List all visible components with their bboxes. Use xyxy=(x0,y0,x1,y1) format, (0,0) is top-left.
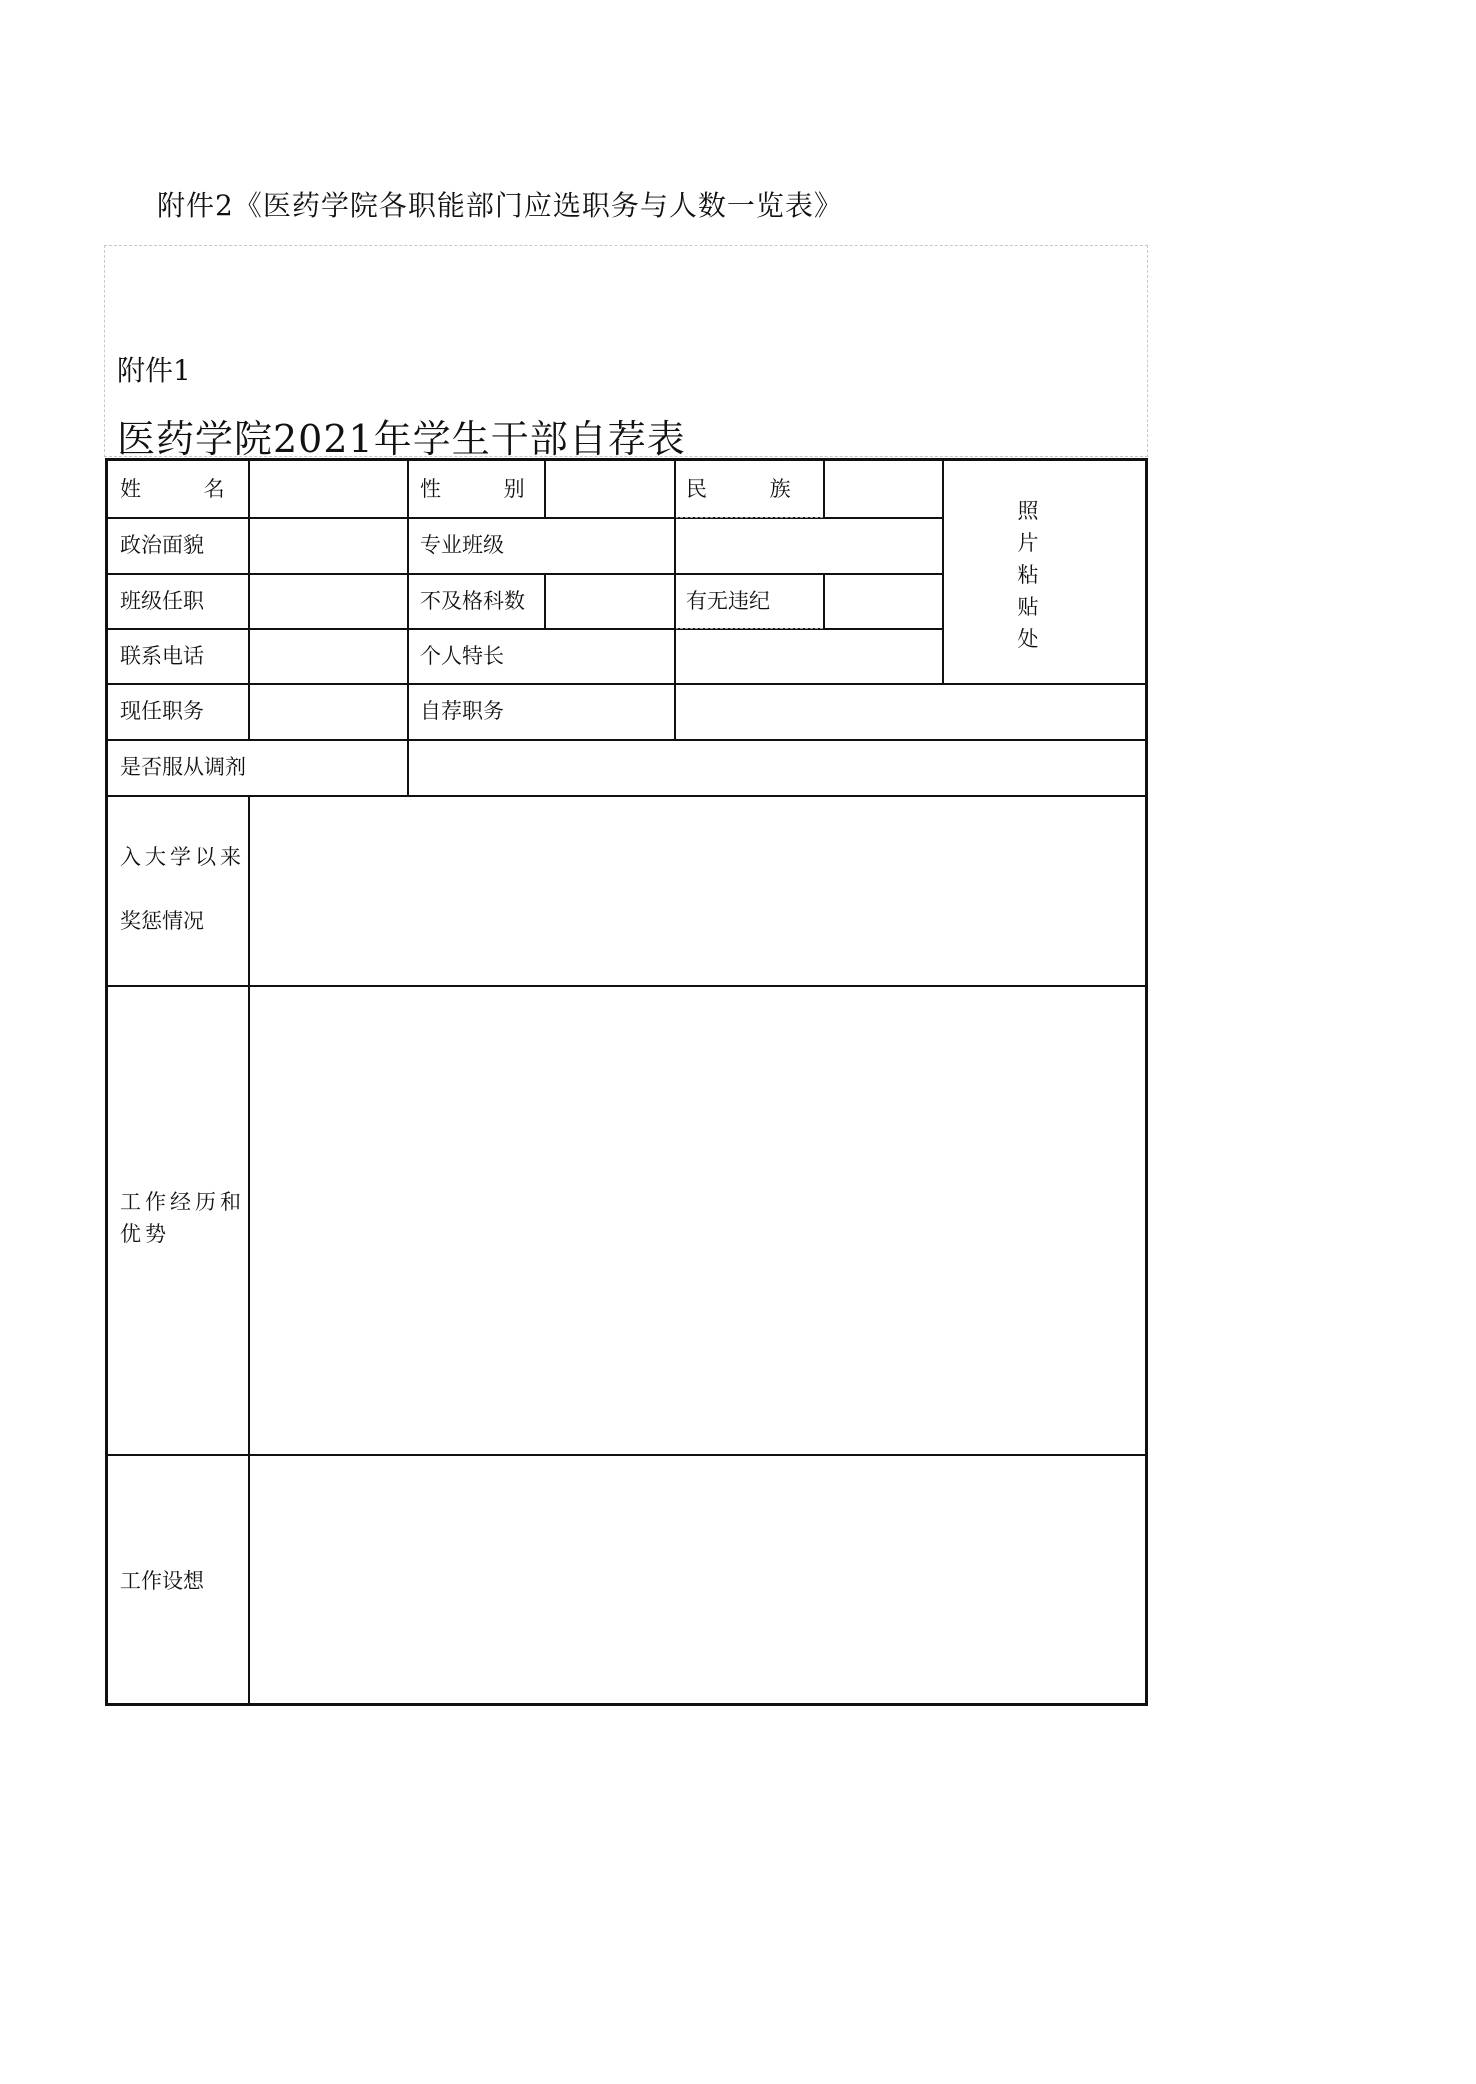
label-awards-line2: 奖惩情况 xyxy=(120,909,204,933)
major-class-field[interactable] xyxy=(676,517,942,573)
work-experience-field[interactable] xyxy=(250,987,1148,1454)
label-phone: 联系电话 xyxy=(120,644,204,668)
awards-field[interactable] xyxy=(250,797,1148,985)
class-position-field[interactable] xyxy=(250,573,407,628)
label-work-experience: 工作经历和优势 xyxy=(120,1190,245,1246)
discipline-record-field[interactable] xyxy=(825,573,942,628)
accept-adjustment-field[interactable] xyxy=(409,739,1148,795)
political-status-field[interactable] xyxy=(250,517,407,573)
annex-label: 附件1 xyxy=(117,354,191,387)
label-political-status: 政治面貌 xyxy=(120,533,204,557)
ethnicity-field[interactable] xyxy=(825,461,942,517)
current-position-field[interactable] xyxy=(250,683,407,739)
label-work-plan: 工作设想 xyxy=(120,1569,204,1593)
specialty-field[interactable] xyxy=(676,628,942,683)
label-class-position: 班级任职 xyxy=(120,589,204,613)
photo-area[interactable] xyxy=(944,461,1148,683)
label-awards-line1: 入大学以来 xyxy=(120,845,245,869)
label-discipline-record: 有无违纪 xyxy=(686,589,770,613)
form-title: 医药学院2021年学生干部自荐表 xyxy=(117,417,686,461)
applied-position-field[interactable] xyxy=(676,683,1148,739)
label-accept-adjustment: 是否服从调剂 xyxy=(120,755,246,779)
name-field[interactable] xyxy=(250,461,407,517)
label-current-position: 现任职务 xyxy=(120,699,204,723)
label-applied-position: 自荐职务 xyxy=(420,699,504,723)
label-major-class: 专业班级 xyxy=(420,533,504,557)
photo-placeholder-label: 照片粘贴处 xyxy=(1017,499,1039,651)
self-recommendation-form xyxy=(105,458,1148,1706)
work-plan-field[interactable] xyxy=(250,1456,1148,1706)
label-specialty: 个人特长 xyxy=(420,644,504,668)
failed-courses-field[interactable] xyxy=(546,573,674,628)
attachment-heading: 附件2《医药学院各职能部门应选职务与人数一览表》 xyxy=(157,189,843,222)
label-failed-courses: 不及格科数 xyxy=(420,589,525,613)
label-ethnicity: 民 族 xyxy=(686,477,819,501)
label-name: 姓 名 xyxy=(120,477,253,501)
label-gender: 性 别 xyxy=(420,477,553,501)
phone-field[interactable] xyxy=(250,628,407,683)
gender-field[interactable] xyxy=(546,461,674,517)
